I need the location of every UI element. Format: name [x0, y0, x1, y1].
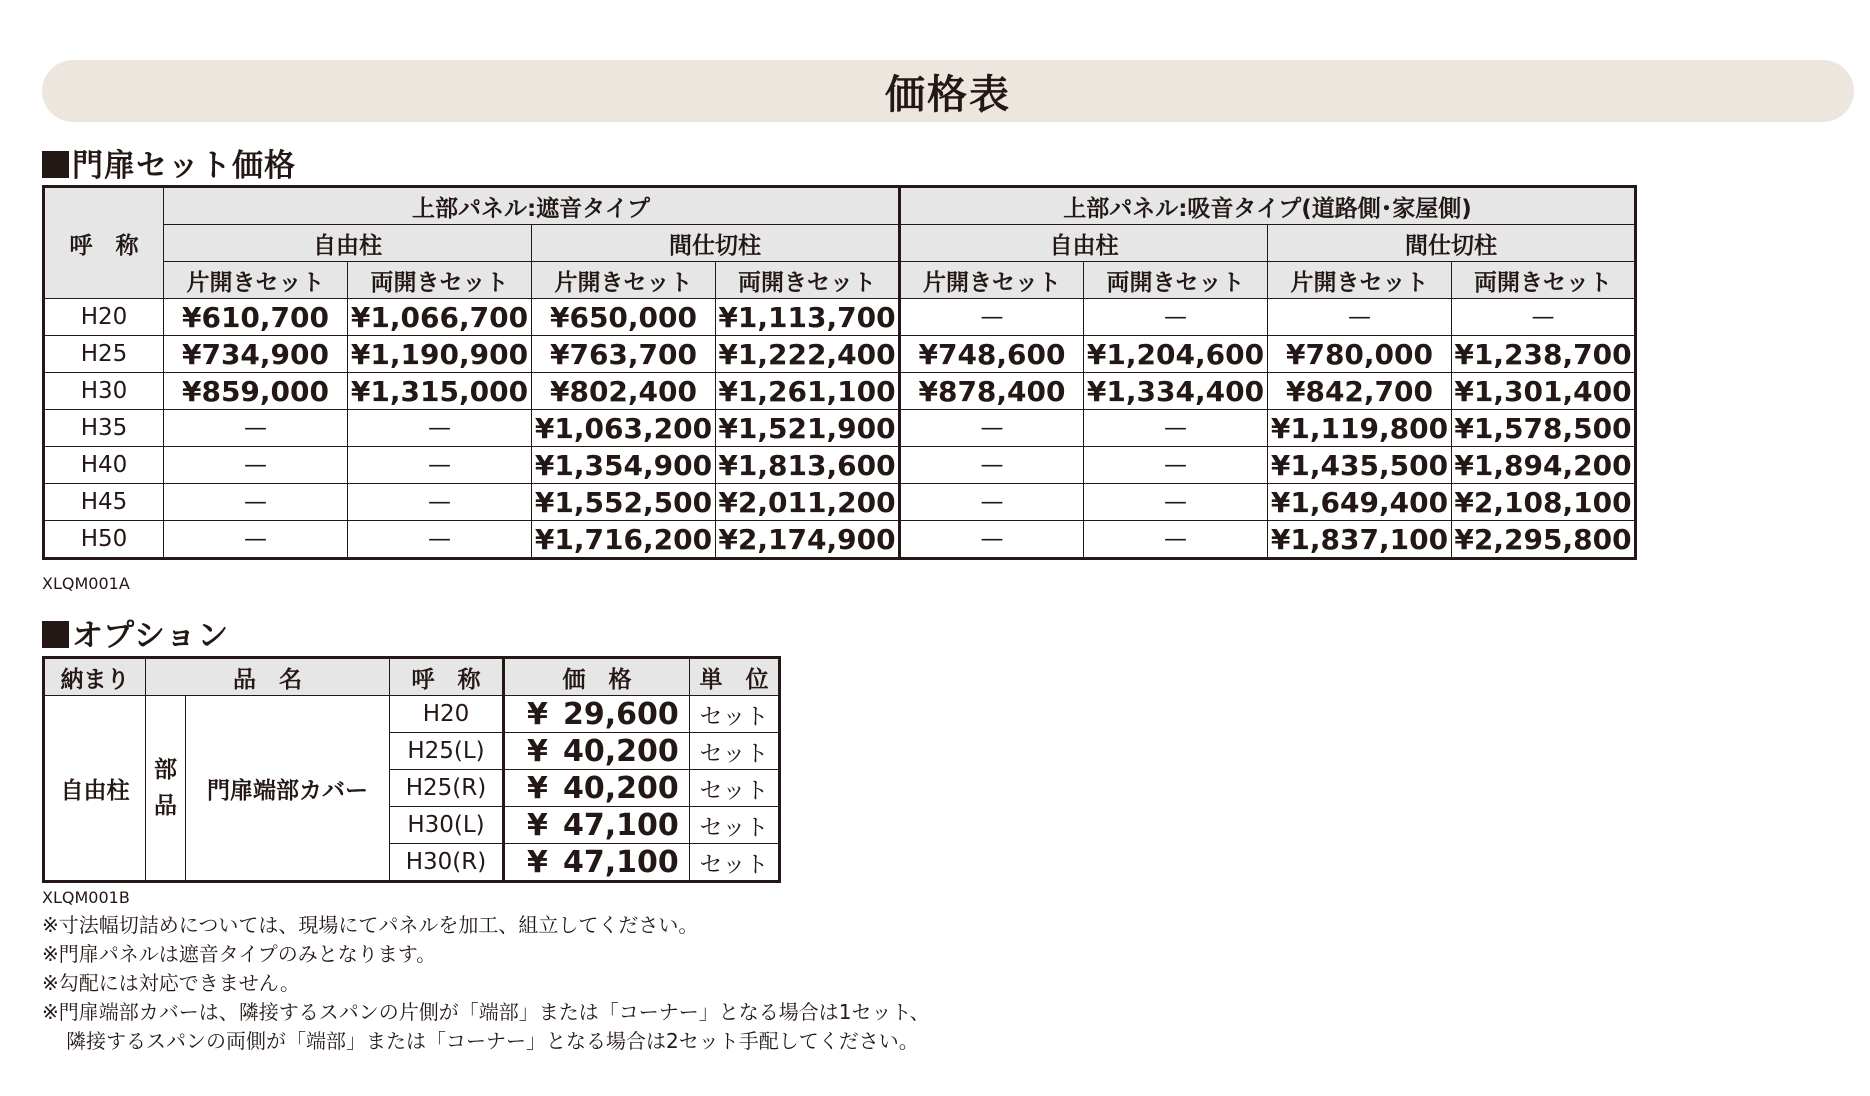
price-cell: ¥1,334,400 [1084, 373, 1268, 410]
option-price-cell [504, 844, 690, 882]
name-header: 呼 称 [44, 187, 164, 299]
price-cell: ¥1,837,100 [1268, 521, 1452, 559]
subgroup-header: 間仕切柱 [1268, 225, 1636, 262]
price-cell: — [900, 447, 1084, 484]
table-code-b: XLQM001B [42, 888, 130, 907]
price-cell: ¥1,063,200 [532, 410, 716, 447]
price-cell: — [1084, 447, 1268, 484]
unit-cell: セット [690, 770, 780, 807]
price-cell: ¥1,222,400 [716, 336, 900, 373]
price-cell: — [1268, 299, 1452, 336]
price-cell: — [348, 521, 532, 559]
option-name-cell: H25(L) [390, 733, 504, 770]
subgroup-header: 間仕切柱 [532, 225, 900, 262]
price-cell: — [348, 410, 532, 447]
price-cell: ¥1,578,500 [1452, 410, 1636, 447]
section-heading-gate-set [42, 140, 296, 185]
option-price-value: 40,200 [563, 733, 679, 769]
product-header: 品 名 [146, 658, 390, 696]
price-cell: ¥2,108,100 [1452, 484, 1636, 521]
price-cell: ¥1,435,500 [1268, 447, 1452, 484]
price-cell: ¥1,716,200 [532, 521, 716, 559]
price-cell: ¥2,174,900 [716, 521, 900, 559]
option-name-cell: H30(L) [390, 807, 504, 844]
category-label: 部品 [154, 757, 177, 819]
price-cell: — [900, 484, 1084, 521]
option-name-cell: H30(R) [390, 844, 504, 882]
price-cell: ¥1,301,400 [1452, 373, 1636, 410]
category-cell [146, 696, 186, 882]
row-name-cell: H40 [44, 447, 164, 484]
option-price-table [42, 656, 781, 883]
table-row [44, 484, 1636, 521]
table-row [44, 410, 1636, 447]
price-cell: — [164, 410, 348, 447]
price-cell: ¥1,813,600 [716, 447, 900, 484]
section-heading-gate-set-text: 門扉セット価格 [72, 148, 296, 184]
price-cell: — [1084, 299, 1268, 336]
price-cell: — [1084, 521, 1268, 559]
row-name-cell: H20 [44, 299, 164, 336]
price-cell: ¥734,900 [164, 336, 348, 373]
column-header: 片開きセット [164, 262, 348, 299]
price-cell: ¥763,700 [532, 336, 716, 373]
unit-header: 単 位 [690, 658, 780, 696]
price-cell: — [900, 521, 1084, 559]
option-price-rows [44, 696, 780, 882]
price-header: 価 格 [504, 658, 690, 696]
table-row [44, 336, 1636, 373]
subgroup-header: 自由柱 [900, 225, 1268, 262]
price-cell: — [1084, 410, 1268, 447]
product-name-cell: 門扉端部カバー [186, 696, 390, 882]
currency-symbol: ¥ [527, 733, 548, 769]
price-cell: ¥1,113,700 [716, 299, 900, 336]
column-header: 両開きセット [1084, 262, 1268, 299]
gate-set-price-table [42, 185, 1637, 560]
option-price-value: 40,200 [563, 770, 679, 806]
option-price-cell [504, 770, 690, 807]
price-cell: — [900, 410, 1084, 447]
table-code-a: XLQM001A [42, 574, 130, 593]
row-name-cell: H45 [44, 484, 164, 521]
install-header: 納まり [44, 658, 146, 696]
note-line: 隣接するスパンの両側が「端部」または「コーナー」となる場合は2セット手配してください。 [66, 1029, 919, 1053]
price-cell: ¥1,066,700 [348, 299, 532, 336]
row-name-cell: H30 [44, 373, 164, 410]
column-header: 両開きセット [348, 262, 532, 299]
section-heading-options-text: オプション [72, 618, 230, 654]
column-header: 両開きセット [1452, 262, 1636, 299]
note-line: ※勾配には対応できません。 [42, 971, 300, 995]
price-cell: — [164, 521, 348, 559]
table-row [44, 299, 1636, 336]
price-cell: — [348, 447, 532, 484]
option-price-value: 29,600 [563, 696, 679, 732]
price-cell: ¥842,700 [1268, 373, 1452, 410]
option-price-cell [504, 807, 690, 844]
row-name-cell: H35 [44, 410, 164, 447]
price-cell: ¥1,894,200 [1452, 447, 1636, 484]
note-line: ※門扉パネルは遮音タイプのみとなります。 [42, 942, 437, 966]
table-row [44, 447, 1636, 484]
option-name-cell: H25(R) [390, 770, 504, 807]
option-row [44, 696, 780, 733]
price-cell: ¥1,204,600 [1084, 336, 1268, 373]
price-cell: ¥748,600 [900, 336, 1084, 373]
column-header: 片開きセット [1268, 262, 1452, 299]
price-cell: ¥1,521,900 [716, 410, 900, 447]
column-header: 両開きセット [716, 262, 900, 299]
column-header: 片開きセット [532, 262, 716, 299]
section-heading-options [42, 610, 229, 655]
currency-symbol: ¥ [527, 807, 548, 843]
price-cell: ¥1,261,100 [716, 373, 900, 410]
column-header: 片開きセット [900, 262, 1084, 299]
note-line: ※寸法幅切詰めについては、現場にてパネルを加工、組立してください。 [42, 913, 699, 937]
price-cell: — [348, 484, 532, 521]
install-cell: 自由柱 [44, 696, 146, 882]
price-cell: — [1084, 484, 1268, 521]
price-cell: — [900, 299, 1084, 336]
square-bullet-icon [42, 151, 69, 178]
price-cell: ¥1,315,000 [348, 373, 532, 410]
price-cell: ¥780,000 [1268, 336, 1452, 373]
price-cell: ¥650,000 [532, 299, 716, 336]
option-price-cell [504, 696, 690, 733]
group-header-sound-absorption: 上部パネル:吸音タイプ(道路側･家屋側) [900, 187, 1636, 225]
price-cell: ¥802,400 [532, 373, 716, 410]
price-cell: — [164, 447, 348, 484]
price-cell: — [164, 484, 348, 521]
page-title: 価格表 [885, 71, 1011, 118]
unit-cell: セット [690, 807, 780, 844]
unit-cell: セット [690, 844, 780, 882]
option-price-value: 47,100 [563, 844, 679, 880]
price-cell: ¥1,649,400 [1268, 484, 1452, 521]
note-line: ※門扉端部カバーは、隣接するスパンの片側が「端部」または「コーナー」となる場合は1セット、 [42, 1000, 930, 1024]
currency-symbol: ¥ [527, 770, 548, 806]
price-cell: ¥1,190,900 [348, 336, 532, 373]
option-price-cell [504, 733, 690, 770]
currency-symbol: ¥ [527, 696, 548, 732]
notes [42, 911, 930, 1056]
page-title-banner [42, 60, 1854, 122]
price-cell: — [1452, 299, 1636, 336]
price-cell: ¥1,552,500 [532, 484, 716, 521]
table-row [44, 373, 1636, 410]
unit-cell: セット [690, 696, 780, 733]
row-name-cell: H25 [44, 336, 164, 373]
price-cell: ¥610,700 [164, 299, 348, 336]
price-cell: ¥1,238,700 [1452, 336, 1636, 373]
row-name-cell: H50 [44, 521, 164, 559]
option-name-header: 呼 称 [390, 658, 504, 696]
price-cell: ¥878,400 [900, 373, 1084, 410]
square-bullet-icon [42, 621, 69, 648]
subgroup-header: 自由柱 [164, 225, 532, 262]
currency-symbol: ¥ [527, 844, 548, 880]
option-name-cell: H20 [390, 696, 504, 733]
price-cell: ¥2,011,200 [716, 484, 900, 521]
option-price-value: 47,100 [563, 807, 679, 843]
price-cell: ¥2,295,800 [1452, 521, 1636, 559]
unit-cell: セット [690, 733, 780, 770]
table-row [44, 521, 1636, 559]
price-cell: ¥1,119,800 [1268, 410, 1452, 447]
price-cell: ¥859,000 [164, 373, 348, 410]
gate-set-price-rows [44, 299, 1636, 559]
price-cell: ¥1,354,900 [532, 447, 716, 484]
group-header-sound-insulation: 上部パネル:遮音タイプ [164, 187, 900, 225]
